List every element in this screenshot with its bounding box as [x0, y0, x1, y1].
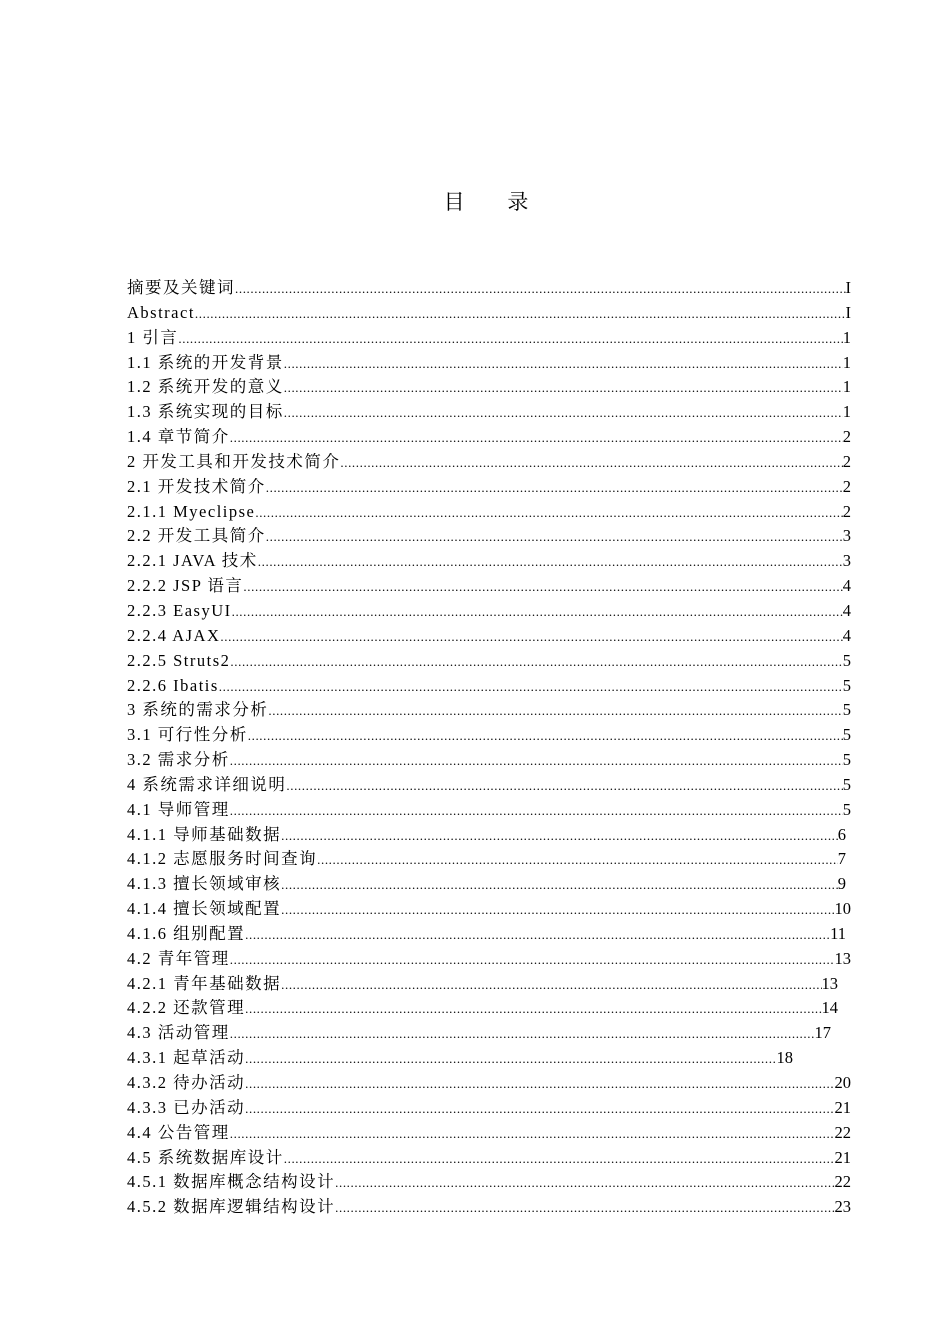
toc-entry-label: 4.1.6 组别配置: [127, 923, 246, 943]
toc-entry[interactable]: [127, 1121, 851, 1146]
toc-entry-page-number: 4: [842, 625, 851, 645]
toc-entry-label: 1.2 系统开发的意义: [127, 377, 284, 397]
toc-entry-page-number: 5: [842, 700, 851, 720]
toc-entry-label: 3.1 可行性分析: [127, 725, 248, 745]
toc-entry-label: 4.5.2 数据库逻辑结构设计: [127, 1197, 336, 1217]
toc-entry-page-number: 5: [842, 650, 851, 670]
toc-entry-label: 4.2 青年管理: [127, 948, 230, 968]
toc-entry-label: 4.3.3 已办活动: [127, 1097, 246, 1117]
toc-dot-leader: [340, 451, 842, 475]
toc-dot-leader: [195, 302, 846, 326]
toc-entry[interactable]: [127, 1021, 851, 1046]
toc-entry[interactable]: [127, 698, 851, 723]
toc-entry[interactable]: [127, 326, 851, 351]
toc-entry-page-number: 10: [834, 899, 851, 919]
toc-entry-label: 4.4 公告管理: [127, 1122, 230, 1142]
toc-entry-page-number: 13: [821, 973, 838, 993]
toc-entry[interactable]: [127, 599, 851, 624]
toc-dot-leader: [230, 650, 842, 674]
toc-dot-leader: [281, 898, 834, 922]
toc-dot-leader: [232, 600, 843, 624]
toc-entry-page-number: 1: [842, 327, 851, 347]
toc-entry[interactable]: [127, 1195, 851, 1220]
toc-entry[interactable]: [127, 823, 851, 848]
toc-dot-leader: [243, 575, 842, 599]
toc-list: [127, 276, 851, 1220]
toc-entry-page-number: 5: [842, 774, 851, 794]
toc-dot-leader: [284, 401, 843, 425]
toc-entry-page-number: 22: [834, 1172, 851, 1192]
toc-entry-label: 1.4 章节简介: [127, 427, 230, 447]
toc-entry[interactable]: [127, 947, 851, 972]
toc-dot-leader: [284, 1147, 835, 1171]
toc-entry-page-number: 1: [842, 377, 851, 397]
toc-entry-label: 1 引言: [127, 327, 179, 347]
toc-entry-page-number: I: [845, 302, 851, 322]
toc-entry-label: 2.2.1 JAVA 技术: [127, 551, 258, 571]
toc-entry-page-number: 21: [834, 1097, 851, 1117]
toc-entry-label: 4.3.1 起草活动: [127, 1048, 246, 1068]
toc-entry-page-number: 2: [842, 476, 851, 496]
toc-entry-page-number: 9: [837, 874, 846, 894]
toc-dot-leader: [219, 675, 843, 699]
toc-dot-leader: [230, 948, 835, 972]
toc-title: 目 录: [443, 190, 547, 214]
toc-entry-page-number: I: [845, 278, 851, 297]
toc-entry-label: 4.3 活动管理: [127, 1023, 230, 1043]
toc-dot-leader: [258, 550, 843, 574]
toc-entry-page-number: 22: [834, 1122, 851, 1142]
toc-entry-page-number: 5: [842, 725, 851, 745]
toc-dot-leader: [230, 426, 843, 450]
toc-entry[interactable]: [127, 847, 851, 872]
toc-entry[interactable]: [127, 748, 851, 773]
toc-entry[interactable]: [127, 1096, 851, 1121]
toc-dot-leader: [268, 699, 842, 723]
toc-entry-label: 2.1.1 Myeclipse: [127, 501, 256, 521]
toc-entry[interactable]: [127, 872, 851, 897]
toc-entry-label: 2.2.3 EasyUI: [127, 600, 232, 620]
toc-entry-label: 2.2.5 Struts2: [127, 650, 231, 670]
toc-entry[interactable]: [127, 1170, 851, 1195]
toc-entry[interactable]: [127, 1046, 851, 1071]
toc-dot-leader: [245, 1047, 776, 1071]
toc-entry-page-number: 14: [821, 998, 838, 1018]
toc-dot-leader: [284, 376, 843, 400]
toc-entry[interactable]: [127, 524, 851, 549]
toc-entry-label: 1.3 系统实现的目标: [127, 402, 284, 422]
toc-entry-label: 1.1 系统的开发背景: [127, 352, 284, 372]
toc-entry[interactable]: [127, 276, 851, 301]
toc-entry-page-number: 2: [842, 451, 851, 471]
toc-entry[interactable]: [127, 1071, 851, 1096]
toc-entry-label: 2 开发工具和开发技术简介: [127, 451, 341, 471]
toc-entry-label: 4.1.4 擅长领域配置: [127, 899, 282, 919]
toc-entry-page-number: 2: [842, 427, 851, 447]
toc-entry-label: 4.1.1 导师基础数据: [127, 824, 282, 844]
toc-entry-page-number: 4: [842, 576, 851, 596]
toc-entry[interactable]: [127, 773, 851, 798]
toc-entry[interactable]: [127, 798, 851, 823]
toc-entry-label: 2.2.4 AJAX: [127, 625, 221, 645]
toc-entry-label: 3.2 需求分析: [127, 750, 230, 770]
toc-entry-label: 4.3.2 待办活动: [127, 1073, 246, 1092]
toc-entry-label: 4.5 系统数据库设计: [127, 1147, 284, 1167]
toc-entry-page-number: 5: [842, 750, 851, 770]
toc-entry-label: 4.1.2 志愿服务时间查询: [127, 849, 318, 869]
toc-dot-leader: [178, 327, 842, 351]
toc-entry-page-number: 1: [842, 352, 851, 372]
toc-dot-leader: [245, 923, 830, 947]
toc-entry-label: Abstract: [127, 302, 195, 322]
toc-entry[interactable]: [127, 723, 851, 748]
toc-dot-leader: [281, 824, 838, 848]
toc-dot-leader: [266, 476, 843, 500]
toc-dot-leader: [266, 525, 843, 549]
toc-entry-page-number: 5: [842, 799, 851, 819]
toc-entry[interactable]: [127, 1146, 851, 1171]
toc-dot-leader: [230, 749, 843, 773]
toc-entry[interactable]: [127, 425, 851, 450]
toc-entry-page-number: 21: [834, 1147, 851, 1167]
toc-entry[interactable]: [127, 624, 851, 649]
toc-entry-page-number: 4: [842, 600, 851, 620]
toc-entry-page-number: 7: [837, 849, 846, 869]
toc-dot-leader: [245, 1097, 834, 1121]
toc-entry-page-number: 11: [830, 923, 846, 943]
toc-dot-leader: [245, 1072, 834, 1096]
toc-entry-page-number: 2: [842, 501, 851, 521]
toc-entry-page-number: 5: [842, 675, 851, 695]
toc-entry[interactable]: [127, 400, 851, 425]
toc-entry-label: 4.1 导师管理: [127, 799, 230, 819]
toc-dot-leader: [286, 774, 842, 798]
toc-entry-page-number: 13: [834, 948, 851, 968]
toc-entry-page-number: 1: [842, 402, 851, 422]
toc-entry-label: 3 系统的需求分析: [127, 700, 269, 720]
toc-entry-page-number: 17: [814, 1023, 831, 1043]
toc-entry-page-number: 3: [842, 551, 851, 571]
toc-entry[interactable]: [127, 475, 851, 500]
toc-entry-page-number: 18: [776, 1048, 793, 1068]
toc-entry-label: 2.2.6 Ibatis: [127, 675, 219, 695]
toc-entry[interactable]: [127, 674, 851, 699]
toc-dot-leader: [317, 848, 838, 872]
toc-entry-page-number: 23: [834, 1197, 851, 1217]
toc-dot-leader: [230, 1022, 815, 1046]
toc-dot-leader: [245, 997, 821, 1021]
toc-dot-leader: [220, 625, 842, 649]
toc-entry-label: 4.1.3 擅长领域审核: [127, 874, 282, 894]
toc-dot-leader: [255, 501, 842, 525]
toc-entry-label: 2.1 开发技术简介: [127, 476, 266, 496]
toc-dot-leader: [235, 277, 846, 301]
toc-dot-leader: [281, 973, 821, 997]
toc-entry-label: 4.2.2 还款管理: [127, 998, 246, 1018]
toc-entry-page-number: 20: [834, 1073, 851, 1092]
toc-entry[interactable]: [127, 450, 851, 475]
toc-dot-leader: [335, 1171, 834, 1195]
toc-dot-leader: [335, 1196, 834, 1220]
toc-entry-page-number: 6: [837, 824, 846, 844]
toc-entry[interactable]: [127, 574, 851, 599]
toc-dot-leader: [281, 873, 838, 897]
toc-entry-page-number: 3: [842, 526, 851, 546]
toc-entry[interactable]: [127, 897, 851, 922]
toc-entry[interactable]: [127, 549, 851, 574]
toc-entry[interactable]: [127, 301, 851, 326]
toc-entry[interactable]: [127, 996, 851, 1021]
toc-dot-leader: [230, 799, 843, 823]
toc-dot-leader: [230, 1122, 835, 1146]
toc-entry-label: 2.2.2 JSP 语言: [127, 576, 244, 596]
toc-entry-label: 4.2.1 青年基础数据: [127, 973, 282, 993]
toc-entry[interactable]: [127, 649, 851, 674]
toc-entry[interactable]: [127, 922, 851, 947]
toc-entry-label: 2.2 开发工具简介: [127, 526, 266, 546]
toc-entry-label: 摘要及关键词: [127, 278, 235, 297]
toc-entry[interactable]: [127, 972, 851, 997]
toc-dot-leader: [248, 724, 843, 748]
toc-entry-label: 4 系统需求详细说明: [127, 774, 287, 794]
toc-entry[interactable]: [127, 375, 851, 400]
toc-entry[interactable]: [127, 351, 851, 376]
toc-dot-leader: [284, 352, 843, 376]
toc-entry[interactable]: [127, 500, 851, 525]
toc-entry-label: 4.5.1 数据库概念结构设计: [127, 1172, 336, 1192]
